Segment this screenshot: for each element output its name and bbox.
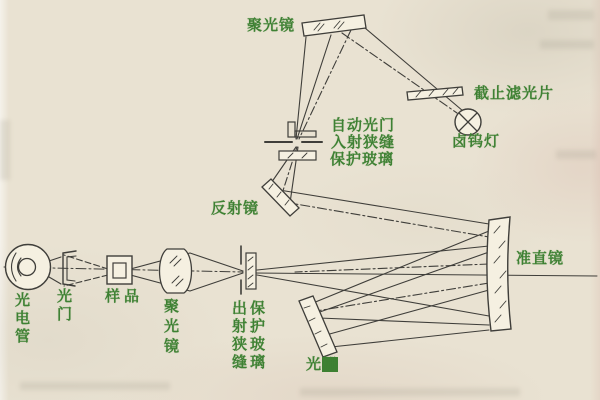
diffraction-grating <box>299 296 337 357</box>
sample-cell <box>107 256 132 284</box>
rays-lamp-to-top-mirror <box>342 28 463 113</box>
collimating-mirror <box>487 217 511 331</box>
rays-collimator-to-exit-slit <box>257 246 489 316</box>
condenser-lens <box>160 249 192 293</box>
label-exit-slit: 出射狭缝 <box>230 300 248 372</box>
label-phototube: 光电管 <box>13 292 31 346</box>
label-top-condenser: 聚光镜 <box>247 16 296 34</box>
label-grating <box>306 356 338 373</box>
label-sample: 样品 <box>105 287 144 305</box>
label-entrance-slit: 入射狭缝 <box>331 133 396 151</box>
label-halogen-lamp: 卤钨灯 <box>452 132 501 150</box>
label-grating-char2-blocked: 栅 <box>322 355 339 373</box>
top-condenser-mirror <box>302 15 366 36</box>
label-grating-char1: 光 <box>306 355 323 373</box>
exit-protective-glass <box>246 253 256 289</box>
cutoff-filter <box>407 87 463 100</box>
label-condenser-lens: 聚光镜 <box>162 298 180 358</box>
label-reflector: 反射镜 <box>211 199 260 217</box>
entrance-protective-glass <box>279 151 316 160</box>
label-entrance-glass: 保护玻璃 <box>330 150 395 168</box>
rays-reflector-to-collimator <box>273 189 489 237</box>
phototube <box>6 245 51 290</box>
label-collimator: 准直镜 <box>516 249 565 267</box>
label-exit-glass: 保护玻璃 <box>248 300 266 372</box>
label-cutoff-filter: 截止滤光片 <box>474 84 555 102</box>
reflector-mirror <box>262 179 299 216</box>
label-auto-shutter: 自动光门 <box>331 116 396 134</box>
label-light-gate: 光门 <box>55 288 73 324</box>
